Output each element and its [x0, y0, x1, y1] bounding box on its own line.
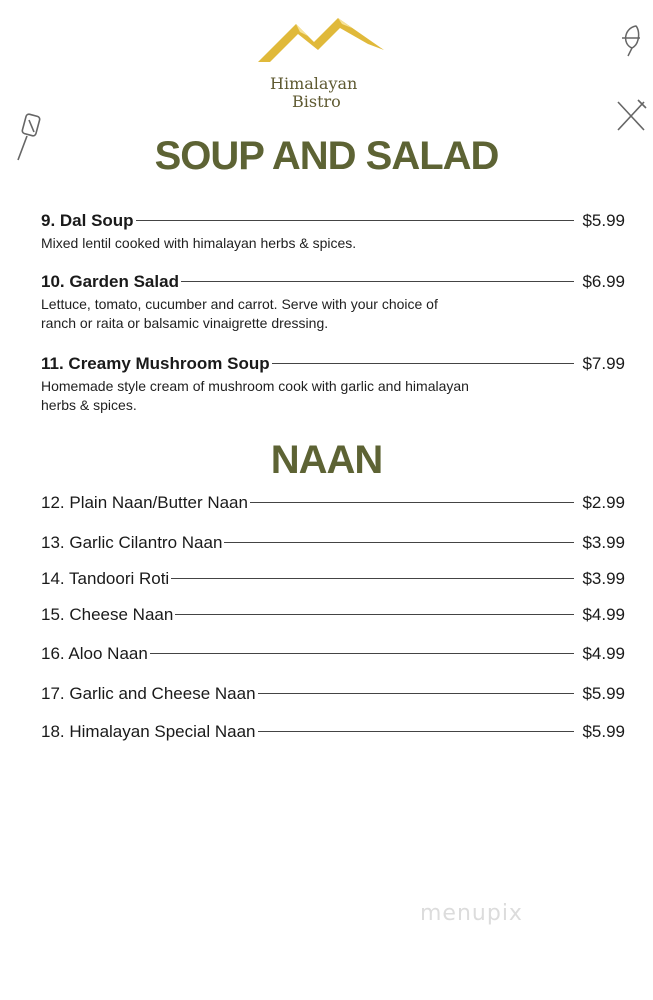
brand-name-line2: Bistro: [292, 92, 341, 111]
item-name: 12. Plain Naan/Butter Naan: [41, 493, 248, 512]
whisk-icon: [618, 22, 646, 58]
menu-item: [41, 684, 625, 704]
dotted-leader: [258, 693, 575, 694]
menu-item: [41, 354, 625, 415]
dotted-leader: [181, 281, 575, 282]
dotted-leader: [150, 653, 575, 654]
item-price: $3.99: [582, 569, 625, 588]
menu-item: [41, 533, 625, 553]
brand-logo: [248, 12, 393, 111]
dotted-leader: [175, 614, 574, 615]
menu-item: [41, 272, 625, 333]
item-description: Homemade style cream of mushroom cook with garlic and himalayan herbs & spices.: [41, 378, 469, 413]
watermark: menupix: [420, 901, 523, 926]
item-price: $3.99: [582, 533, 625, 552]
section-title-soup-salad: SOUP AND SALAD: [154, 134, 499, 178]
mountain-logo-icon: [256, 14, 386, 66]
item-price: $6.99: [582, 272, 625, 291]
item-description: Mixed lentil cooked with himalayan herbs & spices.: [41, 235, 357, 251]
item-name: 16. Aloo Naan: [41, 644, 148, 663]
item-name: 14. Tandoori Roti: [41, 569, 170, 588]
dotted-leader: [250, 502, 574, 503]
menu-item: [41, 211, 625, 253]
menu-item: [41, 644, 625, 664]
item-price: $4.99: [582, 605, 625, 624]
item-price: $5.99: [582, 211, 625, 230]
dotted-leader: [171, 578, 574, 579]
item-name: 17. Garlic and Cheese Naan: [41, 684, 256, 703]
menu-item: [41, 493, 625, 513]
item-name: 9. Dal Soup: [41, 211, 134, 230]
item-price: $5.99: [582, 722, 625, 741]
section-title-naan: NAAN: [270, 438, 383, 482]
crossed-utensils-icon: [614, 98, 648, 134]
item-name: 18. Himalayan Special Naan: [41, 722, 256, 741]
item-description: Lettuce, tomato, cucumber and carrot. Serve with your choice of ranch or raita or balsamic vinaigrette dressing.: [41, 296, 438, 331]
item-name: 11. Creamy Mushroom Soup: [41, 354, 270, 373]
item-price: $2.99: [582, 493, 625, 512]
dotted-leader: [272, 363, 575, 364]
item-name: 10. Garden Salad: [41, 272, 179, 291]
dotted-leader: [258, 731, 575, 732]
item-name: 13. Garlic Cilantro Naan: [41, 533, 223, 552]
item-price: $4.99: [582, 644, 625, 663]
menu-item: [41, 605, 625, 625]
dotted-leader: [224, 542, 574, 543]
dotted-leader: [136, 220, 575, 221]
menu-item: [41, 569, 625, 589]
item-price: $5.99: [582, 684, 625, 703]
item-name: 15. Cheese Naan: [41, 605, 174, 624]
brand-name-line1: Himalayan: [270, 74, 358, 93]
item-price: $7.99: [582, 354, 625, 373]
menu-item: [41, 722, 625, 742]
